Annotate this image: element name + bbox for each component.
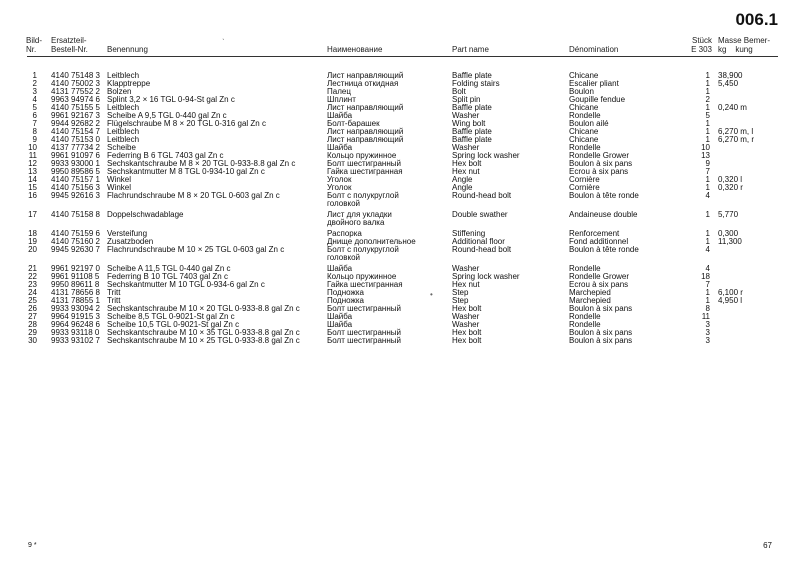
row-number: 24 — [28, 288, 37, 297]
part-name-de: Leitblech — [107, 103, 140, 112]
part-name-de: Scheibe 10,5 TGL 0-9021-St gal Zn c — [107, 320, 240, 329]
part-name-fr: Chicane — [569, 135, 599, 144]
part-name-en: Washer — [452, 143, 480, 152]
part-name-ru: Лист направляющий — [327, 103, 404, 112]
quantity: 1 — [705, 183, 710, 192]
part-name-ru-line2: головкой — [327, 199, 360, 208]
part-name-ru: Кольцо пружинное — [327, 151, 397, 160]
part-name-en: Round-head bolt — [452, 245, 512, 254]
part-number: 9963 94974 6 — [51, 95, 100, 104]
part-name-ru: Гайка шестигранная — [327, 167, 403, 176]
part-name-fr: Boulon à tête ronde — [569, 245, 639, 254]
part-number: 4140 75153 0 — [51, 135, 100, 144]
mass: 38,900 — [718, 71, 743, 80]
part-name-de: Scheibe A 9,5 TGL 0-440 gal Zn c — [107, 111, 227, 120]
row-number: 14 — [28, 175, 37, 184]
part-number: 9961 91108 5 — [51, 272, 100, 281]
part-name-de: Sechskantmutter M 8 TGL 0-934-10 gal Zn c — [107, 167, 265, 176]
part-name-en: Folding stairs — [452, 79, 500, 88]
part-number: 9945 92630 7 — [51, 245, 100, 254]
part-number: 9945 92616 3 — [51, 191, 100, 200]
part-name-ru: Болт с полукруглой — [327, 245, 399, 254]
part-name-ru: Кольцо пружинное — [327, 272, 397, 281]
quantity: 3 — [705, 336, 710, 345]
part-name-ru: Шайба — [327, 111, 353, 120]
part-name-ru: Уголок — [327, 183, 352, 192]
quantity: 9 — [705, 159, 710, 168]
header-part-number: Ersatzteil- Bestell-Nr. — [51, 36, 88, 54]
mass: 0,240 m — [718, 103, 747, 112]
part-number: 9933 93118 0 — [51, 328, 100, 337]
header-french: Dénomination — [569, 45, 619, 54]
part-name-fr: Marchepied — [569, 296, 611, 305]
mass: 5,770 — [718, 210, 739, 219]
mass: 4,950 l — [718, 296, 743, 305]
part-name-ru: Гайка шестигранная — [327, 280, 403, 289]
part-name-ru: Шайба — [327, 264, 353, 273]
part-name-ru: Болт шестигранный — [327, 328, 401, 337]
mass: 0,300 — [718, 229, 739, 238]
part-number: 9933 93102 7 — [51, 336, 100, 345]
part-name-ru: Лист направляющий — [327, 135, 404, 144]
part-name-en: Hex nut — [452, 280, 480, 289]
part-name-ru: Подножка — [327, 296, 364, 305]
part-name-de: Splint 3,2 × 16 TGL 0-94-St gal Zn c — [107, 95, 235, 104]
part-name-ru-line2: головкой — [327, 253, 360, 262]
row-number: 19 — [28, 237, 37, 246]
mass: 0,320 l — [718, 175, 743, 184]
part-name-fr: Rondelle — [569, 111, 601, 120]
part-name-ru: Уголок — [327, 175, 352, 184]
row-number: 13 — [28, 167, 37, 176]
part-name-en: Stiffening — [452, 229, 486, 238]
part-name-fr: Rondelle — [569, 320, 601, 329]
part-name-de: Leitblech — [107, 127, 140, 136]
row-number: 17 — [28, 210, 37, 219]
quantity: 1 — [705, 288, 710, 297]
part-name-fr: Chicane — [569, 127, 599, 136]
mass: 6,270 m, r — [718, 135, 755, 144]
part-number: 9961 92167 3 — [51, 111, 100, 120]
part-name-fr: Ecrou à six pans — [569, 280, 629, 289]
part-name-fr: Chicane — [569, 71, 599, 80]
part-name-ru: Болт-барашек — [327, 119, 380, 128]
part-number: 4131 78656 8 — [51, 288, 100, 297]
part-name-de: Zusatzboden — [107, 237, 154, 246]
quantity: 4 — [705, 191, 710, 200]
quantity: 1 — [705, 175, 710, 184]
mass: 6,270 m, l — [718, 127, 754, 136]
footer-left: 9 * — [28, 542, 37, 549]
part-number: 4131 77552 2 — [51, 87, 100, 96]
part-number: 9944 92682 2 — [51, 119, 100, 128]
part-name-de: Sechskantschraube M 10 × 35 TGL 0-933-8.8 gal Zn c — [107, 328, 300, 337]
quantity: 3 — [705, 328, 710, 337]
part-name-fr: Marchepied — [569, 288, 611, 297]
part-name-ru: Болт шестигранный — [327, 336, 401, 345]
part-name-ru: Днище дополнительное — [327, 237, 416, 246]
part-name-ru: Шайба — [327, 143, 353, 152]
part-name-en: Step — [452, 288, 469, 297]
part-name-en: Washer — [452, 264, 480, 273]
part-number: 4137 77734 2 — [51, 143, 100, 152]
part-number: 4131 78855 1 — [51, 296, 100, 305]
row-number: 5 — [32, 103, 37, 112]
part-name-ru: Лист для укладки — [327, 210, 392, 219]
part-name-de: Doppelschwadablage — [107, 210, 184, 219]
part-name-de: Sechskantschraube M 8 × 20 TGL 0-933-8.8 gal Zn c — [107, 159, 296, 168]
mass: 5,450 — [718, 79, 739, 88]
row-number: 20 — [28, 245, 37, 254]
row-number: 1 — [32, 71, 37, 80]
quantity: 8 — [705, 304, 710, 313]
header-divider — [27, 56, 778, 57]
part-name-fr: Boulon à six pans — [569, 328, 633, 337]
part-name-de: Sechskantschraube M 10 × 20 TGL 0-933-8.8 gal Zn c — [107, 304, 300, 313]
part-name-ru: Лестница откидная — [327, 79, 399, 88]
part-name-en: Baffle plate — [452, 127, 492, 136]
quantity: 1 — [705, 229, 710, 238]
part-name-en: Angle — [452, 175, 473, 184]
row-number: 22 — [28, 272, 37, 281]
part-number: 9964 91915 3 — [51, 312, 100, 321]
part-name-ru: Болт с полукруглой — [327, 191, 399, 200]
part-name-en: Wing bolt — [452, 119, 486, 128]
part-name-ru: Палец — [327, 87, 351, 96]
part-name-en: Washer — [452, 320, 480, 329]
quantity: 10 — [701, 143, 710, 152]
quantity: 11 — [701, 312, 710, 321]
part-name-en: Hex bolt — [452, 328, 482, 337]
part-number: 4140 75154 7 — [51, 127, 100, 136]
mass: 0,320 r — [718, 183, 743, 192]
part-name-fr: Renforcement — [569, 229, 620, 238]
part-number: 9964 96248 6 — [51, 320, 100, 329]
quantity: 3 — [705, 320, 710, 329]
row-number: 7 — [32, 119, 37, 128]
quantity: 2 — [705, 95, 710, 104]
row-number: 21 — [28, 264, 37, 273]
part-name-fr: Boulon ailé — [569, 119, 609, 128]
row-number: 18 — [28, 229, 37, 238]
row-number: 16 — [28, 191, 37, 200]
part-name-en: Baffle plate — [452, 71, 492, 80]
quantity: 1 — [705, 135, 710, 144]
part-name-fr: Boulon — [569, 87, 594, 96]
quantity: 1 — [705, 119, 710, 128]
part-name-ru: Лист направляющий — [327, 127, 404, 136]
part-name-en: Hex bolt — [452, 159, 482, 168]
part-name-ru: Лист направляющий — [327, 71, 404, 80]
part-number: 9933 93000 1 — [51, 159, 100, 168]
row-number: 27 — [28, 312, 37, 321]
part-name-ru: Распорка — [327, 229, 362, 238]
part-name-de: Sechskantmutter M 10 TGL 0-934-6 gal Zn c — [107, 280, 265, 289]
part-name-en: Spring lock washer — [452, 272, 520, 281]
quantity: 1 — [705, 71, 710, 80]
part-number: 9950 89586 5 — [51, 167, 100, 176]
row-number: 12 — [28, 159, 37, 168]
page-number: 006.1 — [735, 10, 778, 29]
header-mass-remarks: Masse Bemer- kg kung — [718, 36, 771, 54]
part-number: 4140 75156 3 — [51, 183, 100, 192]
part-name-de: Tritt — [107, 288, 121, 297]
quantity: 4 — [705, 264, 710, 273]
part-name-ru: Шайба — [327, 312, 353, 321]
quantity: 5 — [705, 111, 710, 120]
part-number: 9933 93094 2 — [51, 304, 100, 313]
part-name-de: Flachrundschraube M 10 × 25 TGL 0-603 gal Zn c — [107, 245, 285, 254]
part-name-en: Baffle plate — [452, 103, 492, 112]
mass: 11,300 — [718, 237, 742, 246]
part-name-de: Federring B 6 TGL 7403 gal Zn c — [107, 151, 224, 160]
part-name-ru: Шплинт — [327, 95, 356, 104]
quantity: 1 — [705, 210, 710, 219]
part-name-en: Double swather — [452, 210, 508, 219]
part-name-de: Federring B 10 TGL 7403 gal Zn c — [107, 272, 228, 281]
part-name-fr: Rondelle — [569, 264, 601, 273]
row-number: 2 — [32, 79, 37, 88]
part-name-de: Flügelschraube M 8 × 20 TGL 0-316 gal Zn c — [107, 119, 266, 128]
part-name-de: Scheibe — [107, 143, 136, 152]
mass: 6,100 r — [718, 288, 743, 297]
part-name-en: Spring lock washer — [452, 151, 520, 160]
quantity: 1 — [705, 127, 710, 136]
quantity: 4 — [705, 245, 710, 254]
part-name-fr: Rondelle — [569, 312, 601, 321]
header-name: Benennung — [107, 45, 148, 54]
part-number: 9961 92197 0 — [51, 264, 100, 273]
row-number: 8 — [32, 127, 37, 136]
part-name-fr: Escalier pliant — [569, 79, 619, 88]
part-name-en: Round-head bolt — [452, 191, 512, 200]
part-number: 9961 91097 6 — [51, 151, 100, 160]
part-number: 4140 75002 3 — [51, 79, 100, 88]
part-name-fr: Chicane — [569, 103, 599, 112]
row-number: 25 — [28, 296, 37, 305]
part-name-de: Sechskantschraube M 10 × 25 TGL 0-933-8.8 gal Zn c — [107, 336, 300, 345]
quantity: 1 — [705, 103, 710, 112]
part-name-fr: Boulon à six pans — [569, 304, 633, 313]
part-name-de: Klapptreppe — [107, 79, 151, 88]
part-name-de: Tritt — [107, 296, 121, 305]
part-name-en: Washer — [452, 111, 480, 120]
row-number: 15 — [28, 183, 37, 192]
quantity: 18 — [701, 272, 710, 281]
quantity: 1 — [705, 87, 710, 96]
part-number: 9950 89611 8 — [51, 280, 100, 289]
part-name-de: Flachrundschraube M 8 × 20 TGL 0-603 gal Zn c — [107, 191, 280, 200]
part-name-de: Scheibe A 11,5 TGL 0-440 gal Zn c — [107, 264, 231, 273]
stray-mark: ˋ — [222, 38, 225, 47]
row-number: 3 — [32, 87, 37, 96]
part-name-en: Step — [452, 296, 469, 305]
row-number: 26 — [28, 304, 37, 313]
row-number: 4 — [32, 95, 37, 104]
part-name-en: Hex nut — [452, 167, 480, 176]
part-name-fr: Boulon à tête ronde — [569, 191, 639, 200]
row-number: 28 — [28, 320, 37, 329]
header-nr: Bild- Nr. — [26, 36, 43, 54]
row-number: 9 — [32, 135, 37, 144]
part-name-en: Split pin — [452, 95, 481, 104]
part-name-fr: Cornière — [569, 183, 600, 192]
part-name-de: Bolzen — [107, 87, 132, 96]
part-name-ru-line2: двойного валка — [327, 218, 385, 227]
quantity: 1 — [705, 79, 710, 88]
quantity: 1 — [705, 237, 710, 246]
part-name-fr: Cornière — [569, 175, 600, 184]
stray-mark: • — [430, 290, 433, 299]
part-name-de: Versteifung — [107, 229, 148, 238]
part-number: 4140 75160 2 — [51, 237, 100, 246]
header-russian: Наименование — [327, 45, 383, 54]
part-name-de: Scheibe 8,5 TGL 0-9021-St gal Zn c — [107, 312, 235, 321]
part-name-en: Washer — [452, 312, 480, 321]
part-name-fr: Boulon à six pans — [569, 336, 633, 345]
part-name-fr: Rondelle Grower — [569, 151, 630, 160]
part-number: 4140 75159 6 — [51, 229, 100, 238]
part-name-en: Hex bolt — [452, 304, 482, 313]
part-name-ru: Шайба — [327, 320, 353, 329]
quantity: 13 — [701, 151, 710, 160]
part-name-en: Baffle plate — [452, 135, 492, 144]
part-name-ru: Болт шестигранный — [327, 159, 401, 168]
row-number: 23 — [28, 280, 37, 289]
row-number: 11 — [28, 151, 37, 160]
row-number: 10 — [28, 143, 37, 152]
part-name-en: Hex bolt — [452, 336, 482, 345]
part-number: 4140 75155 5 — [51, 103, 100, 112]
part-name-de: Leitblech — [107, 135, 140, 144]
header-english: Part name — [452, 45, 489, 54]
part-name-de: Leitblech — [107, 71, 140, 80]
part-name-fr: Andaineuse double — [569, 210, 638, 219]
row-number: 6 — [32, 111, 37, 120]
part-name-fr: Goupille fendue — [569, 95, 626, 104]
part-name-en: Angle — [452, 183, 473, 192]
part-name-fr: Rondelle Grower — [569, 272, 630, 281]
part-number: 4140 75158 8 — [51, 210, 100, 219]
quantity: 7 — [705, 167, 710, 176]
quantity: 7 — [705, 280, 710, 289]
part-name-fr: Fond additionnel — [569, 237, 629, 246]
part-name-de: Winkel — [107, 183, 132, 192]
part-name-fr: Ecrou à six pans — [569, 167, 629, 176]
part-name-fr: Boulon à six pans — [569, 159, 633, 168]
part-number: 4140 75157 1 — [51, 175, 100, 184]
header-quantity: Stück E 303 — [691, 36, 712, 54]
quantity: 1 — [705, 296, 710, 305]
part-name-ru: Подножка — [327, 288, 364, 297]
footer-page: 67 — [763, 541, 772, 550]
part-name-en: Additional floor — [452, 237, 505, 246]
part-name-ru: Болт шестигранный — [327, 304, 401, 313]
part-name-fr: Rondelle — [569, 143, 601, 152]
part-number: 4140 75148 3 — [51, 71, 100, 80]
part-name-de: Winkel — [107, 175, 132, 184]
part-name-en: Bolt — [452, 87, 466, 96]
row-number: 29 — [28, 328, 37, 337]
row-number: 30 — [28, 336, 37, 345]
